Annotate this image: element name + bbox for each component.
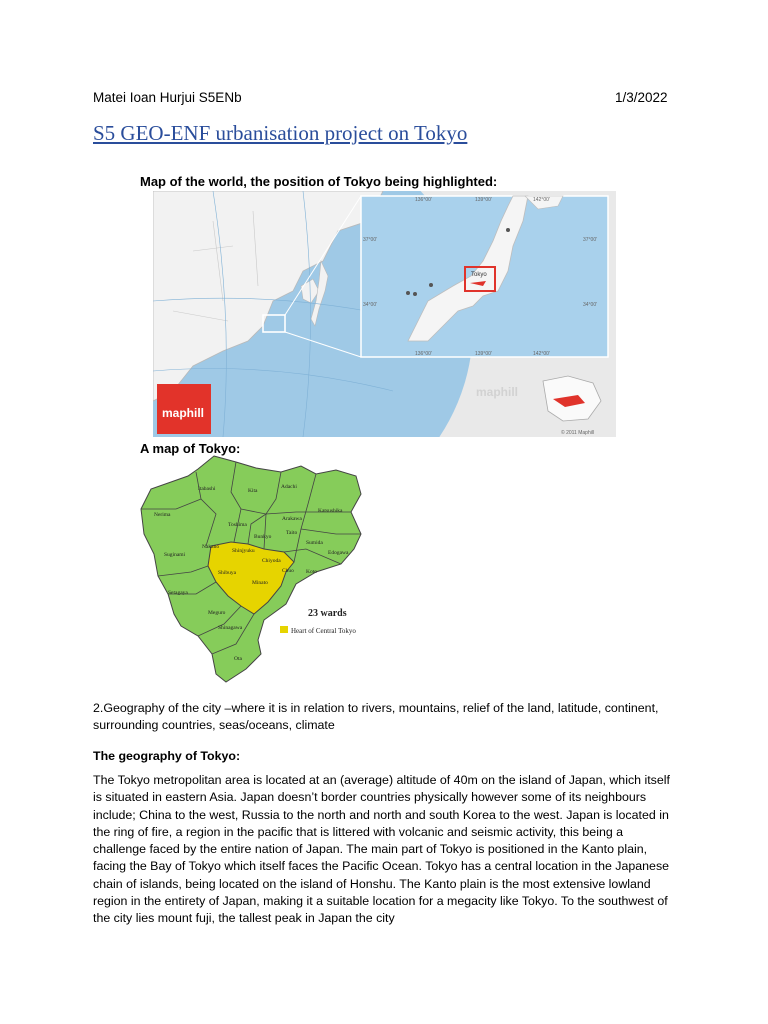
- grid-label: 142°00': [533, 351, 550, 357]
- tokyo-wards-map: [136, 454, 390, 690]
- ward-label: Shibuya: [218, 570, 237, 576]
- grid-label: 34°00': [583, 302, 598, 308]
- ward-label: Koto: [306, 569, 317, 575]
- map-copyright: © 2011 Maphill: [561, 430, 595, 436]
- ward-label: Setagaya: [168, 590, 188, 596]
- ward-label: Itabashi: [198, 486, 216, 492]
- ward-label: Chiyoda: [262, 558, 281, 564]
- ward-label: Nakano: [202, 544, 220, 550]
- tokyo-inset-label: Tokyo: [471, 272, 487, 278]
- grid-label: 37°00': [363, 237, 378, 243]
- ward-label: Meguro: [208, 610, 226, 616]
- grid-label: 139°00': [475, 197, 492, 203]
- maphill-watermark: maphill: [476, 385, 519, 399]
- page-title: S5 GEO-ENF urbanisation project on Tokyo: [93, 121, 468, 145]
- ward-label: Adachi: [281, 484, 297, 490]
- ward-label: Toshima: [228, 522, 247, 528]
- legend-ward-count: 23 wards: [308, 608, 347, 619]
- legend-label: Heart of Central Tokyo: [291, 627, 356, 635]
- city-dot: [406, 291, 410, 295]
- ward-label: Taito: [286, 530, 298, 536]
- geography-paragraph: The Tokyo metropolitan area is located at an (average) altitude of 40m on the island of Japan, which itself is situated in eastern Asia. Japan doesn’t border countries physically however some of its neighbours include; China to the west, Russia to the north and north and south Korea to the west. Japan is located in the ring of fire, a region in the pacific that is littered with volcanic and seismic activity, this being a challenge faced by the entire nation of Japan. The main part of Tokyo is positioned in the Kanto plain, facing the Bay of Tokyo which itself faces the Pacific Ocean. Tokyo has a central location in the Japanese chain of islands, being located on the island of Honshu. The Kanto plain is the most extensive lowland region in the entirety of Japan, making it a suitable location for a megacity like Tokyo. To the southwest of the city lies mount fuji, the tallest peak in Japan the city: [93, 773, 670, 926]
- ward-label: Bunkyo: [254, 534, 272, 540]
- ward-label: Nerima: [154, 512, 171, 518]
- ward-label: Ota: [234, 656, 242, 662]
- ward-label: Arakawa: [282, 516, 302, 522]
- document-date: 1/3/2022: [615, 90, 668, 105]
- grid-label: 139°00': [475, 351, 492, 357]
- grid-label: 37°00': [583, 237, 598, 243]
- tokyo-wards-graphic: [136, 454, 390, 690]
- city-dot: [413, 292, 417, 296]
- ward-label: Katsushika: [318, 508, 343, 514]
- ward-label: Chuo: [282, 568, 294, 574]
- geography-subheading: The geography of Tokyo:: [93, 749, 241, 763]
- legend-swatch: [280, 626, 288, 633]
- world-map-graphic: [153, 191, 616, 437]
- grid-label: 136°00': [415, 351, 432, 357]
- section-2-heading: 2.Geography of the city –where it is in relation to rivers, mountains, relief of the land, latitude, continent, surrounding countries, seas/oceans, climate: [93, 701, 659, 733]
- grid-label: 142°00': [533, 197, 550, 203]
- world-map-caption: Map of the world, the position of Tokyo being highlighted:: [140, 174, 498, 189]
- ward-label: Edogawa: [328, 550, 349, 556]
- world-map-figure: [153, 191, 616, 437]
- city-dot: [506, 228, 510, 232]
- city-dot: [429, 283, 433, 287]
- tokyo-map-caption: A map of Tokyo:: [140, 441, 241, 456]
- ward-label: Suginami: [164, 552, 186, 558]
- ward-label: Sumida: [306, 540, 323, 546]
- ward-label: Minato: [252, 580, 268, 586]
- grid-label: 136°00': [415, 197, 432, 203]
- author-name: Matei Ioan Hurjui S5ENb: [93, 90, 242, 105]
- ward-label: Kita: [248, 488, 258, 494]
- maphill-logo-text: maphill: [162, 406, 205, 420]
- ward-label: Shinagawa: [218, 625, 243, 631]
- ward-label: Shinjyuku: [232, 548, 255, 554]
- grid-label: 34°00': [363, 302, 378, 308]
